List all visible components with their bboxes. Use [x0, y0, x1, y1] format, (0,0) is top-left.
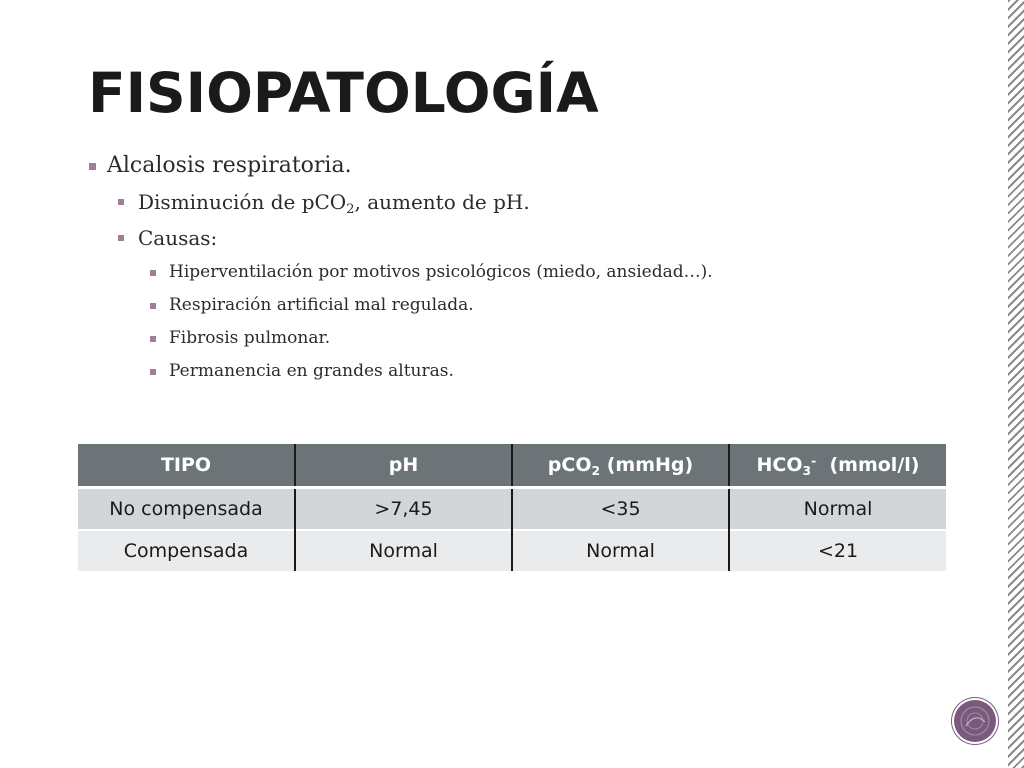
- bullet-marker-icon: [118, 235, 124, 241]
- cause-text: Permanencia en grandes alturas.: [169, 361, 454, 381]
- header-tipo: TIPO: [78, 444, 295, 488]
- header-pco2-suffix: (mmHg): [600, 454, 694, 476]
- table-row: [78, 530, 946, 571]
- bullet-main: [88, 148, 713, 184]
- cause-text: Fibrosis pulmonar.: [169, 328, 331, 348]
- bullet-sub-causas: [88, 220, 713, 256]
- cause-text: Hiperventilación por motivos psicológicos (miedo, ansiedad…).: [169, 262, 713, 282]
- bullet-marker-icon: [150, 303, 156, 309]
- bullet-marker-icon: [89, 163, 96, 170]
- table-header-row: [78, 444, 946, 488]
- header-ph: pH: [295, 444, 512, 488]
- header-hco3: [729, 444, 946, 488]
- header-hco3-superscript: -: [811, 454, 817, 468]
- bullet-marker-icon: [150, 369, 156, 375]
- header-hco3-prefix: HCO: [756, 454, 803, 476]
- table-cell-ph: >7,45: [295, 488, 512, 531]
- header-hco3-suffix: (mmol/l): [816, 454, 920, 476]
- header-pco2-subscript: 2: [591, 464, 601, 478]
- header-pco2-prefix: pCO: [547, 454, 592, 476]
- bullet-marker-icon: [150, 270, 156, 276]
- alkalosis-table: [78, 444, 946, 571]
- table-cell-hco3: Normal: [729, 488, 946, 531]
- slide-title: FISIOPATOLOGÍA: [88, 61, 599, 125]
- table-cell-pco2: <35: [512, 488, 729, 531]
- cause-item: [88, 355, 713, 388]
- table-cell-tipo: No compensada: [78, 488, 295, 531]
- cause-text: Respiración artificial mal regulada.: [169, 295, 474, 315]
- logo-glyph-icon: [954, 700, 996, 742]
- circular-logo-icon[interactable]: [954, 700, 996, 742]
- bullet-marker-icon: [118, 199, 124, 205]
- decorative-stripe-bar: [1008, 0, 1024, 768]
- bullet-sub-ph-subscript: 2: [346, 202, 355, 217]
- cause-item: [88, 289, 713, 322]
- bullet-marker-icon: [150, 336, 156, 342]
- table-cell-tipo: Compensada: [78, 530, 295, 571]
- table-cell-hco3: <21: [729, 530, 946, 571]
- table-row: [78, 488, 946, 531]
- bullet-sub-ph: [88, 184, 713, 220]
- header-pco2: [512, 444, 729, 488]
- header-hco3-subscript: 3: [802, 464, 812, 478]
- bullet-sub-causas-text: Causas:: [138, 226, 218, 250]
- bullet-main-text: Alcalosis respiratoria.: [107, 153, 352, 178]
- bullet-sub-ph-prefix: Disminución de pCO: [138, 190, 347, 214]
- cause-item: [88, 256, 713, 289]
- table-cell-pco2: Normal: [512, 530, 729, 571]
- cause-item: [88, 322, 713, 355]
- bullet-sub-ph-suffix: , aumento de pH.: [354, 190, 530, 214]
- bullet-list: [88, 148, 713, 388]
- table-cell-ph: Normal: [295, 530, 512, 571]
